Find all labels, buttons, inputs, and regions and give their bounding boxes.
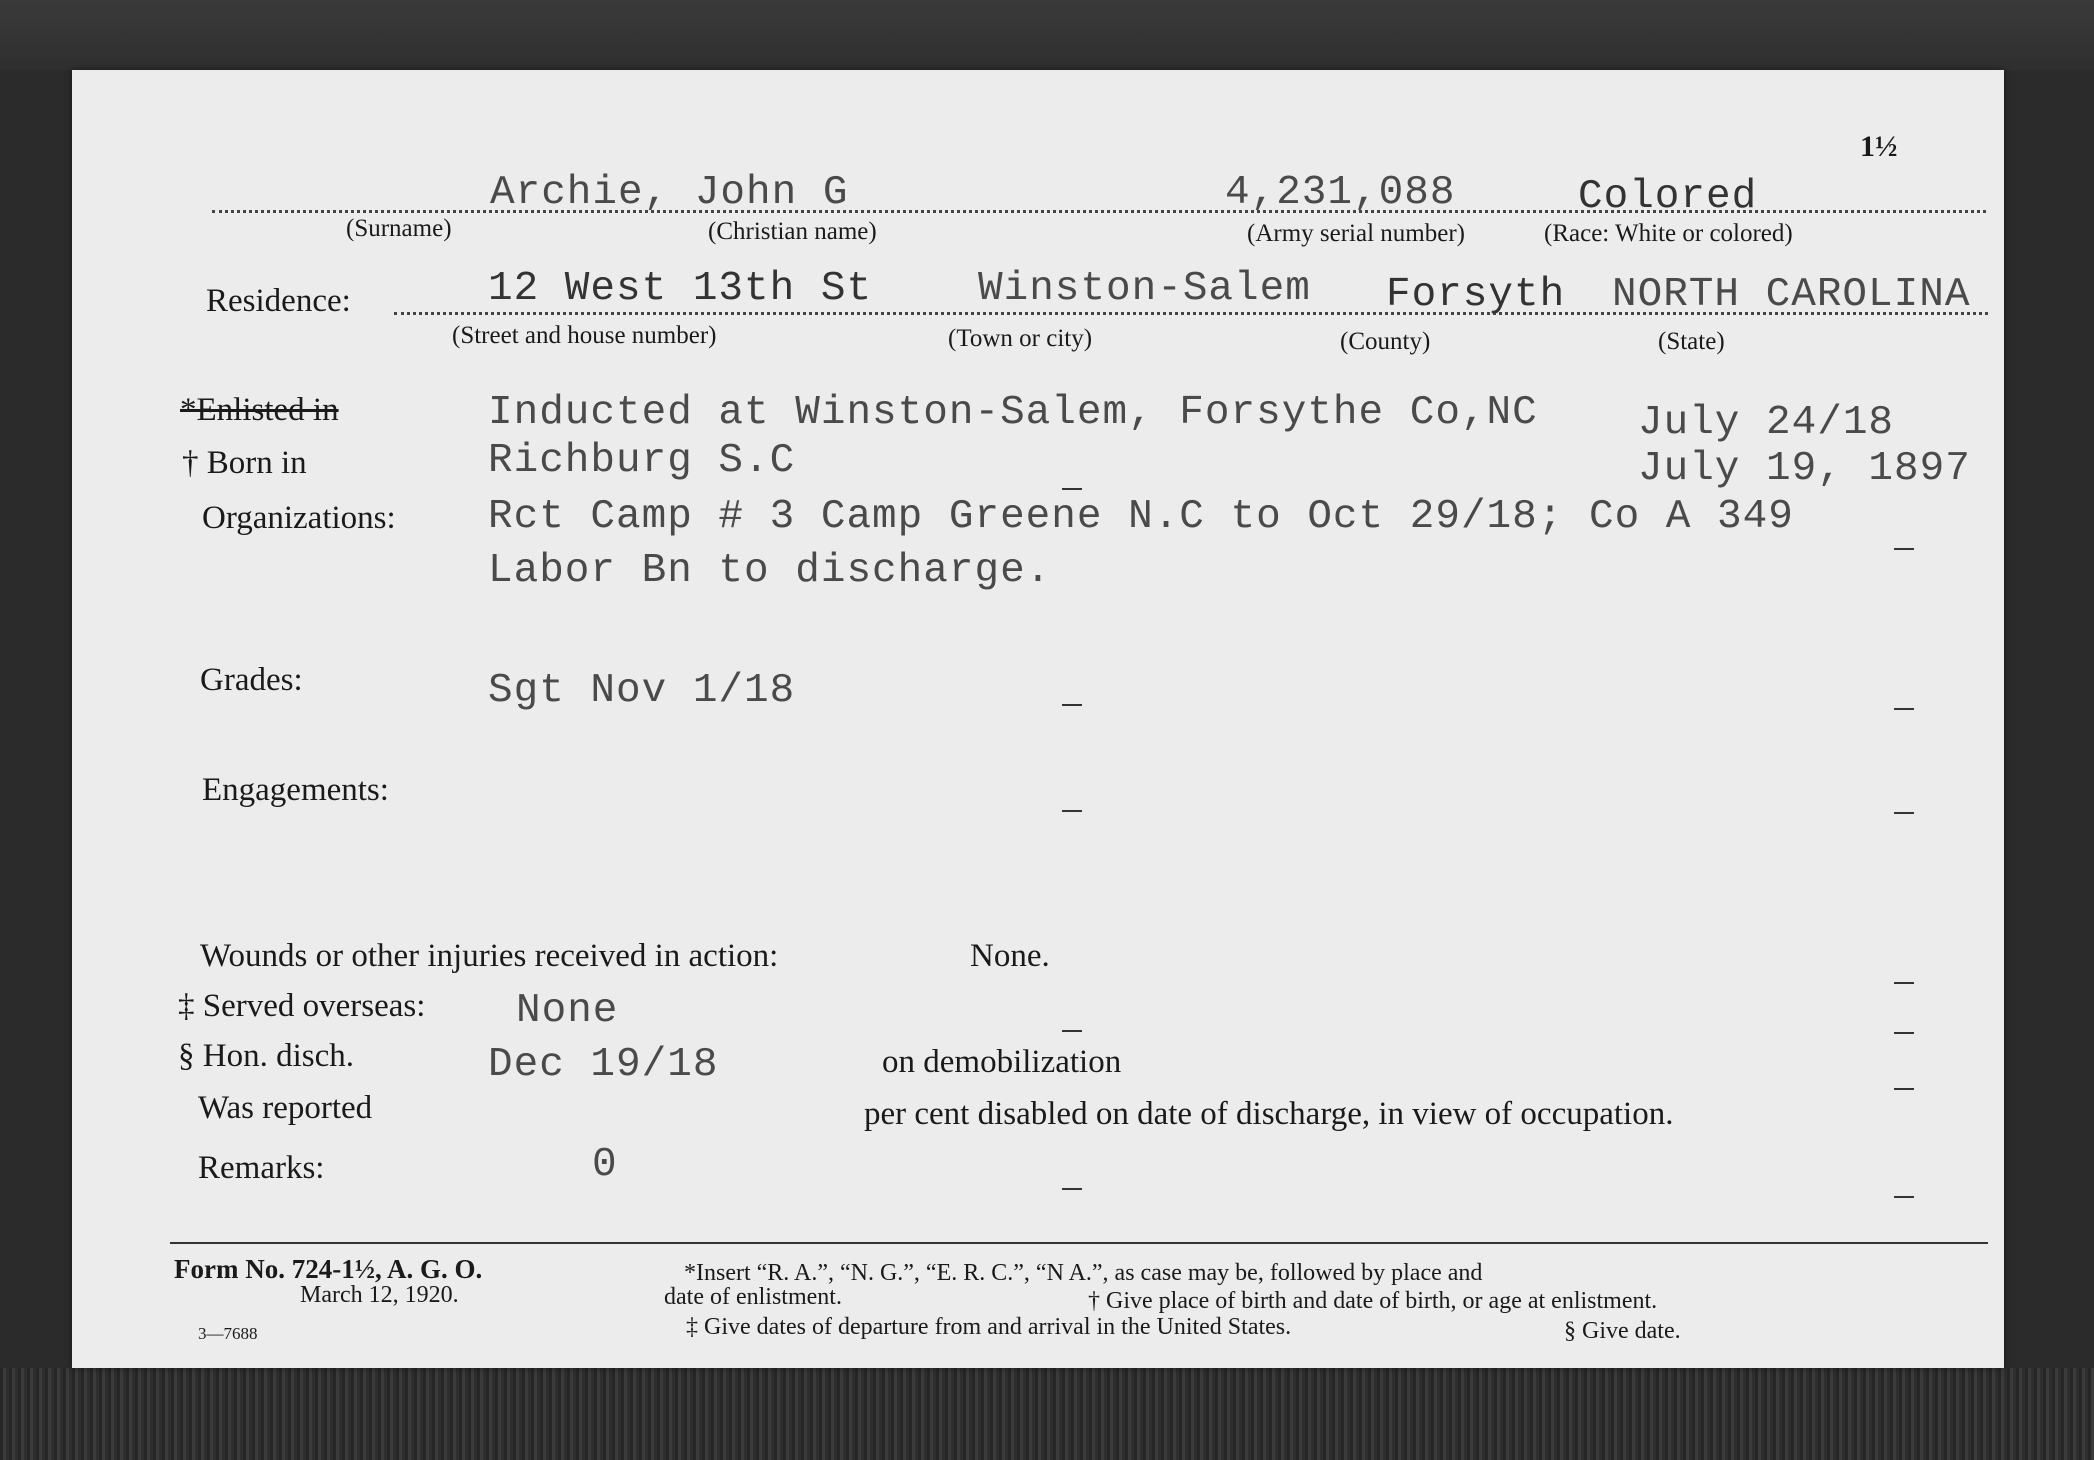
enlisted-value: Inducted at Winston-Salem, Forsythe Co,NC [488, 390, 1538, 436]
reported-note: per cent disabled on date of discharge, in view of occupation. [864, 1096, 1674, 1132]
service-record-card [72, 70, 2004, 1368]
overseas-value: None [516, 988, 619, 1034]
footnote-birth: † Give place of birth and date of birth, or age at enlistment. [1088, 1288, 1658, 1314]
name-value: Archie, John G [490, 170, 849, 216]
print-code: 3—7688 [198, 1324, 258, 1343]
form-number: Form No. 724-1½, A. G. O. [174, 1254, 483, 1284]
race-value: Colored [1578, 174, 1758, 220]
footnote-discharge: § Give date. [1564, 1318, 1681, 1344]
footer-rule [170, 1242, 1988, 1244]
grades-value: Sgt Nov 1/18 [488, 668, 796, 714]
wounds-label: Wounds or other injuries received in action: [200, 938, 779, 974]
county-caption: (County) [1340, 328, 1431, 355]
column-mark [1062, 810, 1082, 812]
column-mark [1894, 1032, 1914, 1034]
residence-label: Residence: [206, 283, 351, 319]
discharge-value: Dec 19/18 [488, 1042, 719, 1088]
remarks-value: 0 [592, 1142, 618, 1188]
residence-county: Forsyth [1386, 272, 1566, 318]
corner-mark: 1½ [1860, 130, 1898, 163]
born-label: † Born in [182, 445, 307, 481]
enlisted-label: *Enlisted in [180, 392, 339, 428]
footnote-insert-cont: date of enlistment. [664, 1284, 842, 1310]
footnote-insert: *Insert “R. A.”, “N. G.”, “E. R. C.”, “N A.”, as case may be, followed by place and [684, 1260, 1483, 1286]
residence-town: Winston-Salem [978, 266, 1311, 312]
residence-street: 12 West 13th St [488, 266, 873, 312]
discharge-label: § Hon. disch. [178, 1038, 354, 1074]
grades-label: Grades: [200, 662, 303, 698]
column-mark [1062, 488, 1082, 490]
residence-state: NORTH CAROLINA [1612, 272, 1971, 318]
scanner-background-bottom [0, 1368, 2094, 1460]
born-place: Richburg S.C [488, 438, 796, 484]
enlisted-date: July 24/18 [1638, 400, 1895, 446]
organizations-label: Organizations: [202, 500, 396, 536]
form-date: March 12, 1920. [300, 1282, 459, 1308]
column-mark [1894, 708, 1914, 710]
column-mark [1062, 1030, 1082, 1032]
engagements-label: Engagements: [202, 772, 389, 808]
serial-caption: (Army serial number) [1247, 220, 1465, 247]
column-mark [1062, 704, 1082, 706]
town-caption: (Town or city) [948, 325, 1093, 352]
surname-caption: (Surname) [346, 215, 452, 242]
footnote-overseas: ‡ Give dates of departure from and arrival in the United States. [686, 1314, 1292, 1340]
organizations-line2: Labor Bn to discharge. [488, 548, 1052, 594]
street-caption: (Street and house number) [452, 322, 717, 349]
column-mark [1894, 982, 1914, 984]
state-caption: (State) [1658, 328, 1725, 355]
wounds-value: None. [970, 938, 1050, 974]
column-mark [1894, 1088, 1914, 1090]
column-mark [1894, 812, 1914, 814]
scanner-background-top [0, 0, 2094, 70]
reported-label: Was reported [198, 1090, 373, 1126]
race-caption: (Race: White or colored) [1544, 220, 1793, 247]
column-mark [1894, 548, 1914, 550]
discharge-note: on demobilization [882, 1044, 1122, 1080]
christian-name-caption: (Christian name) [708, 218, 877, 245]
column-mark [1062, 1188, 1082, 1190]
organizations-line1: Rct Camp # 3 Camp Greene N.C to Oct 29/18; Co A 349 [488, 494, 1794, 540]
born-date: July 19, 1897 [1638, 446, 1971, 492]
serial-value: 4,231,088 [1225, 170, 1456, 216]
column-mark [1894, 1196, 1914, 1198]
remarks-label: Remarks: [198, 1150, 325, 1186]
overseas-label: ‡ Served overseas: [178, 988, 426, 1024]
